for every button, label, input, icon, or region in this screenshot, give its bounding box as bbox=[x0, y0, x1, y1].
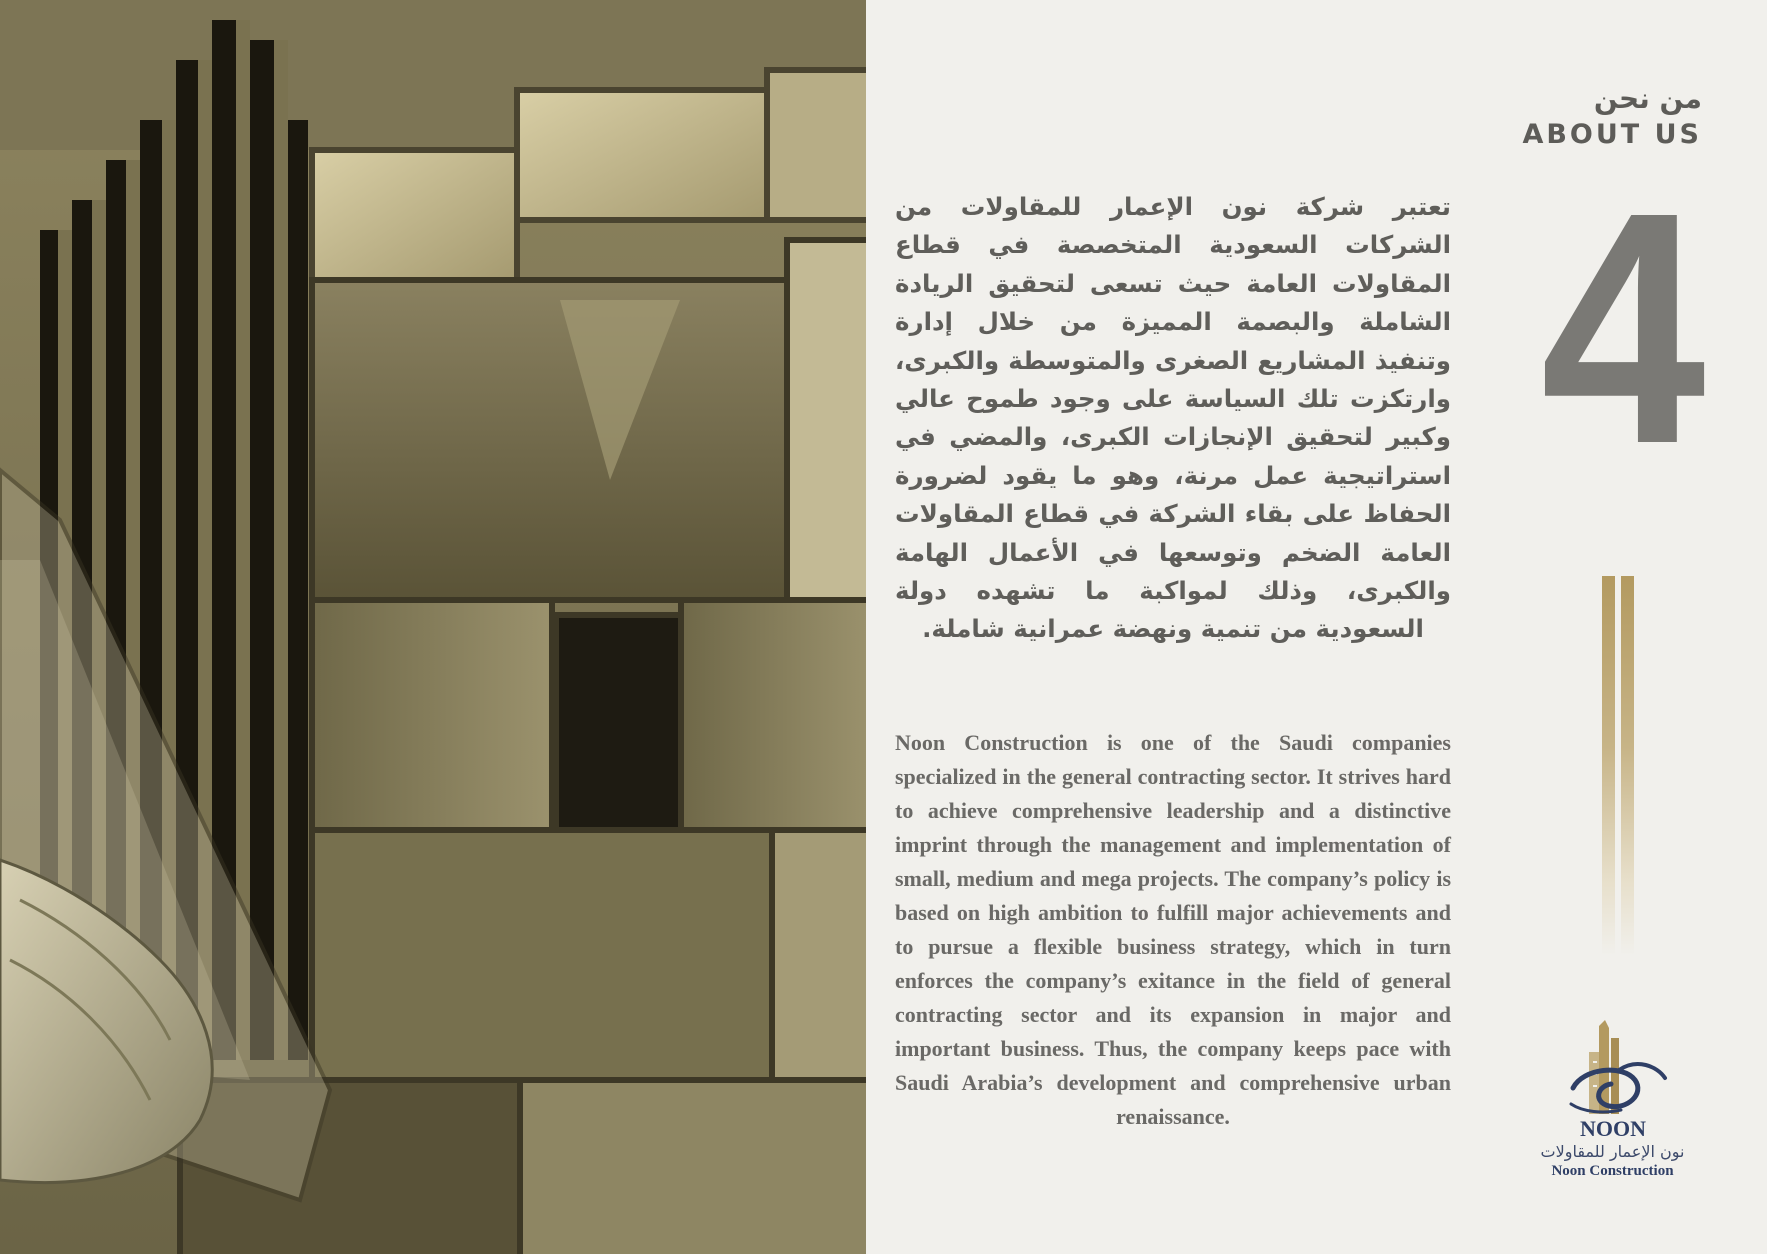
about-text-arabic: تعتبر شركة نون الإعمار للمقاولات من الشركات السعودية المتخصصة في قطاع المقاولات العامة حيث تسعى لتحقيق الريادة الشاملة والبصمة المميزة من خلال إدارة وتنفيذ المشاريع الصغرى والمتوسطة والكبرى، وارتكزت تلك السياسة على وجود طموح عالي وكبير لتحقيق الإنجازات الكبرى، والمضي في استراتيجية عمل مرنة، وهو ما يقود لضرورة الحفاظ على بقاء الشركة في قطاع المقاولات العامة الضخم وتوسعها في الأعمال الهامة والكبرى، وذلك لمواكبة ما تشهده دولة السعودية من تنمية ونهضة عمرانية شاملة. bbox=[895, 192, 1451, 644]
tiling-photo bbox=[0, 0, 868, 1254]
noon-construction-logo-icon bbox=[1553, 1018, 1673, 1140]
logo-name-arabic: نون الإعمار للمقاولات bbox=[1540, 1142, 1685, 1161]
gold-divider-bar-1 bbox=[1602, 576, 1615, 956]
svg-text:NOON: NOON bbox=[1579, 1116, 1646, 1140]
logo-name-english: Noon Construction bbox=[1551, 1163, 1674, 1179]
gold-divider-bar-2 bbox=[1621, 576, 1634, 956]
page-number: 4 bbox=[1540, 143, 1706, 512]
heading-arabic: من نحن bbox=[1593, 82, 1702, 115]
about-text-english: Noon Construction is one of the Saudi companies specialized in the general contracting sector. It strives hard to achieve comprehensive leadership and a distinctive imprint through the management and implementation of small, medium and mega projects. The company’s policy is based on high ambition to fulfill major achievements and to pursue a flexible business strategy, which in turn enforces the company’s exitance in the field of general contracting sector and its expansion in major and important business. Thus, the company keeps pace with Saudi Arabia’s development and comprehensive urban renaissance. bbox=[895, 730, 1451, 1129]
section-heading bbox=[1522, 82, 1702, 152]
company-logo bbox=[1520, 1018, 1705, 1180]
heading-english: ABOUT US bbox=[1522, 119, 1702, 150]
